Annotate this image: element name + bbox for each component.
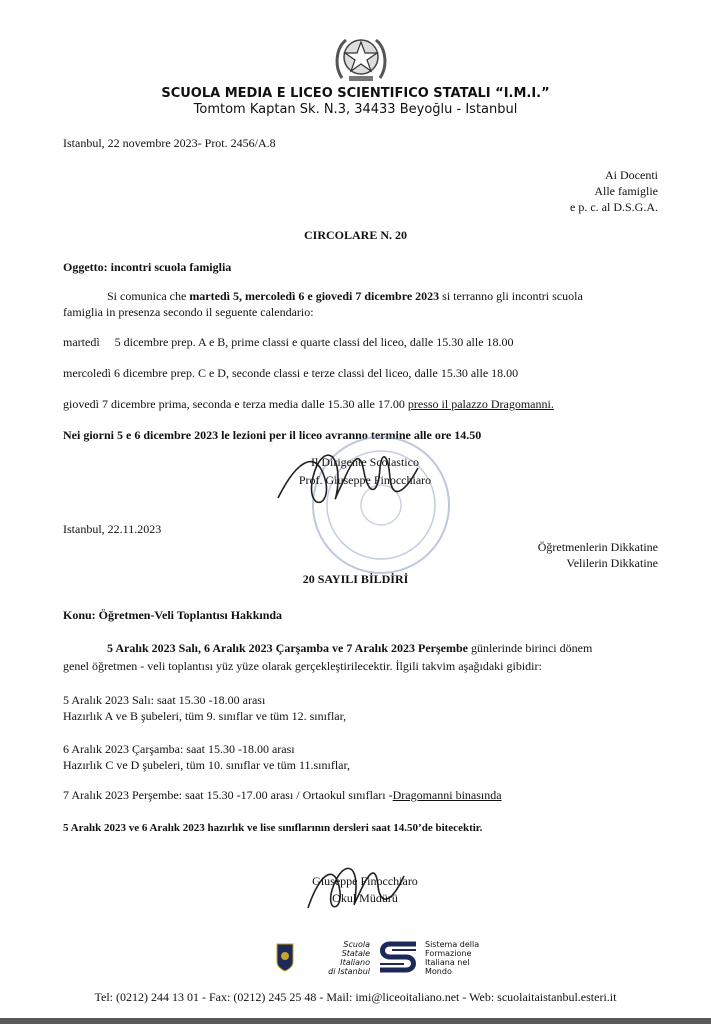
intro-text: Si comunica che	[107, 289, 190, 303]
sfi-logo-text	[425, 940, 479, 976]
schedule-day1-tr-a: 5 Aralık 2023 Salı: saat 15.30 -18.00 arası	[63, 693, 266, 707]
bottom-edge	[0, 1018, 711, 1024]
schedule-day3-it	[63, 397, 554, 412]
schedule-day2-tr-a: 6 Aralık 2023 Çarşamba: saat 15.30 -18.00 arası	[63, 742, 295, 756]
sfi-logo-icon	[376, 938, 420, 976]
intro-it-line1	[107, 289, 583, 304]
recipients-tr	[538, 539, 658, 571]
circular-title: CIRCOLARE N. 20	[303, 228, 407, 242]
recipients-it	[570, 167, 658, 215]
logo-line: Italiana nel	[425, 958, 470, 967]
schedule-text: 7 Aralık 2023 Perşembe: saat 15.30 -17.00 arası / Ortaokul sınıfları -	[63, 788, 393, 802]
logo-line: di Istanbul	[328, 967, 370, 976]
notice-it: Nei giorni 5 e 6 dicembre 2023 le lezioni per il liceo avranno termine alle ore 14.50	[63, 428, 482, 442]
schedule-day1-tr-b: Hazırlık A ve B şubeleri, tüm 9. sınıflar ve tüm 12. sınıflar,	[63, 709, 347, 723]
logo-line: Scuola	[343, 940, 370, 949]
schedule-day2-tr-b: Hazırlık C ve D şubeleri, tüm 10. sınıflar ve tüm 11.sınıflar,	[63, 758, 351, 772]
date-protocol: Istanbul, 22 novembre 2023- Prot. 2456/A.8	[63, 136, 276, 150]
schedule-day2-it: mercoledì 6 dicembre prep. C e D, seconde classi e terze classi del liceo, dalle 15.30 alle 18.00	[63, 366, 519, 380]
schedule-location: Dragomanni binasında	[392, 788, 502, 802]
logo-line: Statale	[341, 949, 370, 958]
subject-tr: Konu: Öğretmen-Veli Toplantısı Hakkında	[63, 608, 283, 622]
schedule-day1-it: martedì 5 dicembre prep. A e B, prime classi e quarte classi del liceo, dalle 15.30 alle 18.00	[63, 335, 514, 349]
intro-text: si terranno gli incontri scuola	[439, 289, 583, 303]
logo-line: Formazione	[425, 949, 472, 958]
notice-tr: 5 Aralık 2023 ve 6 Aralık 2023 hazırlık ve lise sınıflarının dersleri saat 14.50’de bitecektir.	[63, 822, 483, 834]
schedule-text: giovedì 7 dicembre prima, seconda e terza media dalle 15.30 alle 17.00	[63, 397, 408, 411]
recipient: Alle famiglie	[594, 184, 658, 198]
school-name: SCUOLA MEDIA E LICEO SCIENTIFICO STATALI “I.M.I.”	[161, 86, 550, 101]
logo-line: Mondo	[425, 967, 452, 976]
date-tr: Istanbul, 22.11.2023	[63, 522, 162, 536]
intro-it-line2: famiglia in presenza secondo il seguente calendario:	[63, 305, 314, 319]
school-badge-icon	[275, 942, 295, 972]
subject-it: Oggetto: incontri scuola famiglia	[63, 260, 232, 274]
bildiri-title: 20 SAYILI BİLDİRİ	[302, 572, 409, 586]
signer-role-tr: Okul Müdürü	[332, 891, 398, 905]
schedule-location: presso il palazzo Dragomanni.	[407, 397, 554, 411]
recipient: Ai Docenti	[605, 168, 658, 182]
intro-text: günlerinde birinci dönem	[468, 641, 593, 655]
recipient: Öğretmenlerin Dikkatine	[537, 540, 658, 554]
intro-tr-line2: genel öğretmen - veli toplantısı yüz yüze olarak gerçekleştirilecektir. İlgili takvim aşağıdaki gibidir:	[63, 659, 542, 673]
signer-name-it: Prof. Giuseppe Finocchiaro	[298, 473, 432, 487]
italian-republic-emblem	[332, 30, 390, 86]
footer-contacts: Tel: (0212) 244 13 01 - Fax: (0212) 245 25 48 - Mail: imi@liceoitaliano.net - Web: scuolaitaistanbul.esteri.it	[94, 990, 617, 1004]
intro-dates: martedì 5, mercoledì 6 e giovedi 7 dicembre 2023	[189, 289, 440, 303]
intro-dates: 5 Aralık 2023 Salı, 6 Aralık 2023 Çarşamba ve 7 Aralık 2023 Perşembe	[107, 641, 468, 655]
signer-role-it: Il Dirigente Scolastico	[311, 455, 419, 469]
school-logo-text	[318, 940, 370, 976]
logo-line: Italiano	[340, 958, 370, 967]
logo-line: Sistema della	[425, 940, 480, 949]
signer-name-tr: Giuseppe Finocchiaro	[312, 874, 418, 888]
recipient: e p. c. al D.S.G.A.	[570, 200, 658, 214]
intro-tr-line1	[107, 641, 592, 656]
schedule-day3-tr	[63, 788, 502, 803]
school-address: Tomtom Kaptan Sk. N.3, 34433 Beyoğlu - Istanbul	[193, 102, 518, 117]
recipient: Velilerin Dikkatine	[566, 556, 658, 570]
